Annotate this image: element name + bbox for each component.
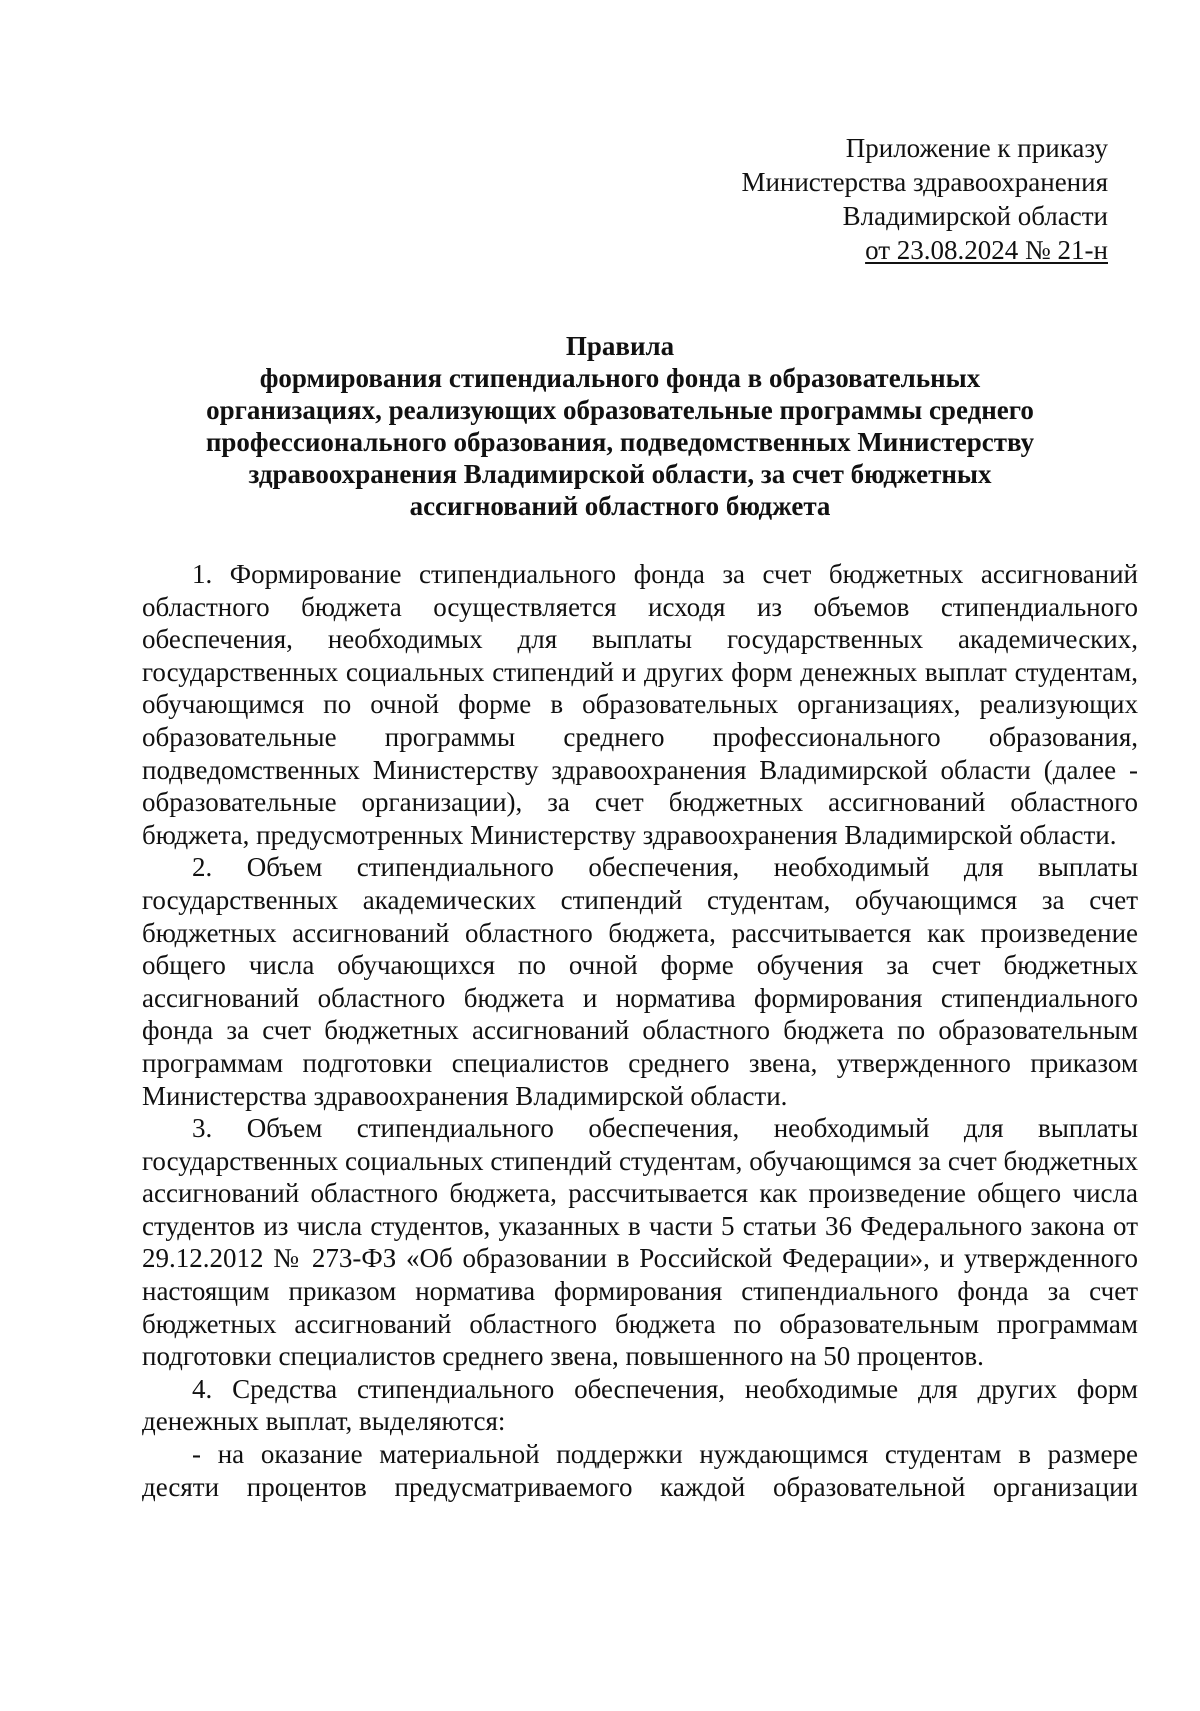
title-heading: Правила bbox=[565, 331, 675, 361]
paragraph-5: - на оказание материальной поддержки нуждающимся студентам в размере десяти процентов предусматриваемого каждой образовательной организации bbox=[142, 1439, 1138, 1502]
appendix-line-1: Приложение к приказу bbox=[845, 133, 1108, 163]
paragraph-3: 3. Объем стипендиального обеспечения, необходимый для выплаты государственных социальных стипендий студентам, обучающимся за счет бюджетных ассигнований областного бюджета, рассчитывается как произведение общего числа студентов из числа студентов, указанных в части 5 статьи 36 Федерального закона от 29.12.2012 № 273-ФЗ «Об образовании в Российской Федерации», и утвержденного настоящим приказом норматива формирования стипендиального фонда за счет бюджетных ассигнований областного бюджета по образовательным программам подготовки специалистов среднего звена, повышенного на 50 процентов. bbox=[142, 1113, 1138, 1372]
paragraph-4: 4. Средства стипендиального обеспечения, необходимые для других форм денежных выплат, выделяются: bbox=[142, 1373, 1138, 1437]
title-line-3: профессионального образования, подведомственных Министерству bbox=[205, 427, 1035, 457]
document-body bbox=[142, 558, 1138, 1503]
title-line-1: формирования стипендиального фонда в образовательных bbox=[259, 363, 981, 393]
paragraph-2: 2. Объем стипендиального обеспечения, необходимый для выплаты государственных академических стипендий студентам, обучающимся за счет бюджетных ассигнований областного бюджета, рассчитывается как произведение общего числа обучающихся по очной форме обучения за счет бюджетных ассигнований областного бюджета и норматива формирования стипендиального фонда за счет бюджетных ассигнований областного бюджета по образовательным программам подготовки специалистов среднего звена, утвержденного приказом Министерства здравоохранения Владимирской области. bbox=[142, 852, 1138, 1111]
appendix-line-3: Владимирской области bbox=[842, 201, 1108, 231]
document-title bbox=[130, 330, 1110, 522]
title-line-4: здравоохранения Владимирской области, за счет бюджетных bbox=[248, 459, 992, 489]
title-line-2: организациях, реализующих образовательные программы среднего bbox=[206, 395, 1034, 425]
appendix-header bbox=[741, 131, 1108, 267]
title-line-5: ассигнований областного бюджета bbox=[409, 491, 831, 521]
appendix-order-date-number: от 23.08.2024 № 21-н bbox=[865, 235, 1108, 265]
paragraph-1: 1. Формирование стипендиального фонда за счет бюджетных ассигнований областного бюджета осуществляется исходя из объемов стипендиального обеспечения, необходимых для выплаты государственных академических, государственных социальных стипендий и других форм денежных выплат студентам, обучающимся по очной форме в образовательных организациях, реализующих образовательные программы среднего профессионального образования, подведомственных Министерству здравоохранения Владимирской области (далее - образовательные организации), за счет бюджетных ассигнований областного бюджета, предусмотренных Министерству здравоохранения Владимирской области. bbox=[142, 559, 1138, 850]
appendix-line-2: Министерства здравоохранения bbox=[741, 167, 1108, 197]
